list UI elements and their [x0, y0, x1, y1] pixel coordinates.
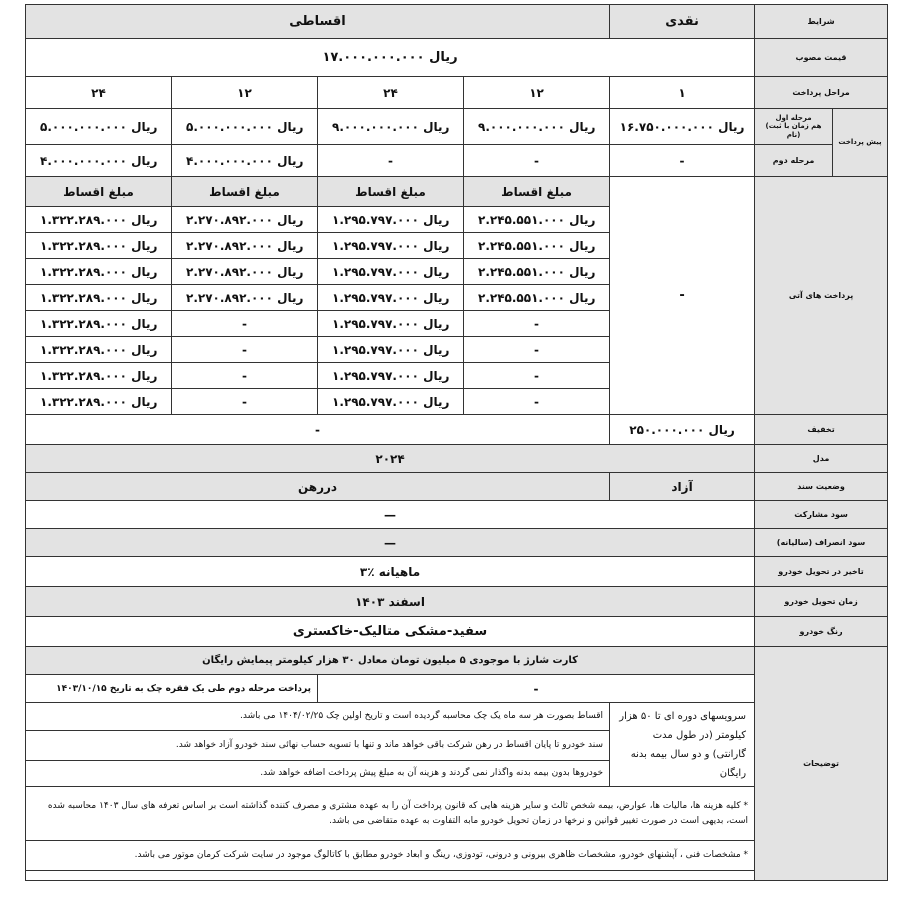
installment-column-header: مبلغ اقساط [464, 177, 610, 207]
discount-cash: ۲۵۰.۰۰۰.۰۰۰ ریال [610, 415, 755, 445]
notes-label: توضیحات [755, 647, 888, 881]
installment-cell: ۱.۳۲۲.۲۸۹.۰۰۰ ریال [26, 389, 172, 415]
cash-header: نقدی [610, 5, 755, 39]
prepay-first-value: ۵.۰۰۰.۰۰۰.۰۰۰ ریال [26, 109, 172, 145]
installment-cell: - [172, 311, 318, 337]
approved-price: ۱۷.۰۰۰.۰۰۰.۰۰۰ ریال [26, 39, 755, 77]
stage-cash: ۱ [610, 77, 755, 109]
penalty-value: — [26, 529, 755, 557]
installment-cell: ۲.۲۴۵.۵۵۱.۰۰۰ ریال [464, 259, 610, 285]
installment-cell: ۲.۲۷۰.۸۹۲.۰۰۰ ریال [172, 207, 318, 233]
prepay-second-value: ۴.۰۰۰.۰۰۰.۰۰۰ ریال [172, 145, 318, 177]
stage-value: ۱۲ [464, 77, 610, 109]
model-label: مدل [755, 445, 888, 473]
installment-cell: ۲.۲۴۵.۵۵۱.۰۰۰ ریال [464, 233, 610, 259]
installment-cell: ۱.۳۲۲.۲۸۹.۰۰۰ ریال [26, 337, 172, 363]
delivery-value: اسفند ۱۴۰۳ [26, 587, 755, 617]
delay-value: ۳٪ ماهیانه [26, 557, 755, 587]
installment-column-header: مبلغ اقساط [172, 177, 318, 207]
installment-cell: ۲.۲۴۵.۵۵۱.۰۰۰ ریال [464, 207, 610, 233]
second-stage-cash: - [318, 675, 755, 703]
specs-note: * مشخصات فنی ، آپشنهای خودرو، مشخصات ظاهری بیرونی و درونی، تودوزی، رینگ و ابعاد خودرو مطابق با کاتالوگ موجود در سایت شرکت کرمان موتور می باشد. [26, 841, 755, 871]
penalty-row [26, 529, 888, 557]
installment-cell: ۱.۲۹۵.۷۹۷.۰۰۰ ریال [318, 233, 464, 259]
first-stage-note: (هم زمان با ثبت نام) [765, 122, 822, 139]
installment-cell: ۱.۲۹۵.۷۹۷.۰۰۰ ریال [318, 389, 464, 415]
prepay-first-value: ۵.۰۰۰.۰۰۰.۰۰۰ ریال [172, 109, 318, 145]
prepay-second-row [26, 145, 888, 177]
prepay-group-label: پیش پرداخت [833, 109, 888, 177]
installment-cell: ۱.۲۹۵.۷۹۷.۰۰۰ ریال [318, 207, 464, 233]
insurance-note: خودروها بدون بیمه بدنه واگذار نمی گردند و هزینه آن به مبلغ پیش پرداخت اضافه خواهد شد. [26, 761, 610, 787]
installment-cell: ۱.۲۹۵.۷۹۷.۰۰۰ ریال [318, 259, 464, 285]
prepay-first-row [26, 109, 888, 145]
model-row [26, 445, 888, 473]
future-cash: - [610, 177, 755, 415]
color-row [26, 617, 888, 647]
service-note: سرویسهای دوره ای تا ۵۰ هزار کیلومتر (در طول مدت گارانتی) و دو سال بیمه بدنه رایگان [610, 703, 755, 787]
stage-value: ۲۴ [318, 77, 464, 109]
installment-cell: ۱.۳۲۲.۲۸۹.۰۰۰ ریال [26, 285, 172, 311]
partnership-value: — [26, 501, 755, 529]
installment-cell: - [172, 389, 318, 415]
stage-value: ۱۲ [172, 77, 318, 109]
installment-cell: ۲.۲۴۵.۵۵۱.۰۰۰ ریال [464, 285, 610, 311]
installment-cell: - [172, 337, 318, 363]
installment-cell: - [464, 389, 610, 415]
stages-label: مراحل پرداخت [755, 77, 888, 109]
installment-cell: ۱.۳۲۲.۲۸۹.۰۰۰ ریال [26, 259, 172, 285]
prepay-second-value: - [318, 145, 464, 177]
installment-column-header: مبلغ اقساط [26, 177, 172, 207]
installment-cell: ۲.۲۷۰.۸۹۲.۰۰۰ ریال [172, 259, 318, 285]
installment-column-header: مبلغ اقساط [318, 177, 464, 207]
prepay-first-cash: ۱۶.۷۵۰.۰۰۰.۰۰۰ ریال [610, 109, 755, 145]
prepay-second-label: مرحله دوم [755, 145, 833, 177]
delivery-row [26, 587, 888, 617]
delay-row [26, 557, 888, 587]
first-stage-text: مرحله اول [775, 113, 812, 122]
discount-row [26, 415, 888, 445]
prepay-first-label [755, 109, 833, 145]
delay-label: تاخیر در تحویل خودرو [755, 557, 888, 587]
installment-cell: ۱.۳۲۲.۲۸۹.۰۰۰ ریال [26, 311, 172, 337]
prepay-second-value: - [464, 145, 610, 177]
second-stage-note: پرداخت مرحله دوم طی یک فقره چک به تاریخ ۱۴۰۳/۱۰/۱۵ [26, 675, 318, 703]
installment-cell: ۱.۲۹۵.۷۹۷.۰۰۰ ریال [318, 285, 464, 311]
installment-cell: ۲.۲۷۰.۸۹۲.۰۰۰ ریال [172, 285, 318, 311]
charge-card-note: کارت شارژ با موجودی ۵ میلیون تومان معادل ۳۰ هزار کیلومتر پیمایش رایگان [26, 647, 755, 675]
installment-cell: - [464, 311, 610, 337]
installment-header-row [26, 177, 888, 207]
prepay-first-value: ۹.۰۰۰.۰۰۰.۰۰۰ ریال [464, 109, 610, 145]
document-installments: دررهن [26, 473, 610, 501]
stage-value: ۲۴ [26, 77, 172, 109]
document-note: سند خودرو تا پایان اقساط در رهن شرکت باقی خواهد ماند و تنها با تسویه حساب نهائی سند خودرو آزاد خواهد شد. [26, 731, 610, 761]
installment-cell: ۱.۳۲۲.۲۸۹.۰۰۰ ریال [26, 207, 172, 233]
document-label: وضعیت سند [755, 473, 888, 501]
installment-cell: - [464, 337, 610, 363]
notes-row [26, 647, 888, 675]
partnership-label: سود مشارکت [755, 501, 888, 529]
installment-cell: ۲.۲۷۰.۸۹۲.۰۰۰ ریال [172, 233, 318, 259]
installment-note: اقساط بصورت هر سه ماه یک چک محاسبه گردیده است و تاریخ اولین چک ۱۴۰۴/۰۲/۲۵ می باشد. [26, 703, 610, 731]
empty-cell [26, 871, 755, 881]
color-value: سفید-مشکی متالیک-خاکستری [26, 617, 755, 647]
conditions-table [25, 4, 888, 881]
installment-cell: ۱.۲۹۵.۷۹۷.۰۰۰ ریال [318, 337, 464, 363]
price-label: قیمت مصوب [755, 39, 888, 77]
document-cash: آزاد [610, 473, 755, 501]
installments-header: اقساطی [26, 5, 610, 39]
installment-cell: - [464, 363, 610, 389]
partnership-row [26, 501, 888, 529]
color-label: رنگ خودرو [755, 617, 888, 647]
document-row [26, 473, 888, 501]
penalty-label: سود انصراف (سالیانه) [755, 529, 888, 557]
installment-cell: ۱.۳۲۲.۲۸۹.۰۰۰ ریال [26, 233, 172, 259]
delivery-label: زمان تحویل خودرو [755, 587, 888, 617]
future-payments-label: پرداخت های آتی [755, 177, 888, 415]
price-row [26, 39, 888, 77]
discount-installments: - [26, 415, 610, 445]
stages-row [26, 77, 888, 109]
prepay-first-value: ۹.۰۰۰.۰۰۰.۰۰۰ ریال [318, 109, 464, 145]
model-value: ۲۰۲۴ [26, 445, 755, 473]
discount-label: تخفیف [755, 415, 888, 445]
header-row [26, 5, 888, 39]
prepay-second-cash: - [610, 145, 755, 177]
installment-cell: ۱.۲۹۵.۷۹۷.۰۰۰ ریال [318, 363, 464, 389]
installment-cell: - [172, 363, 318, 389]
conditions-label: شرایط [755, 5, 888, 39]
installment-cell: ۱.۳۲۲.۲۸۹.۰۰۰ ریال [26, 363, 172, 389]
costs-note: * کلیه هزینه ها، مالیات ها، عوارض، بیمه شخص ثالث و سایر هزینه هایی که قانون پرداخت آن را به عهده مشتری و مصرف کننده گذاشته است بر اساس تعرفه های سال ۱۴۰۳ محاسبه شده است، بدیهی است در صورت تغییر قوانین و نرخها در زمان تحویل خودرو مابه التفاوت به عهده متقاضی می باشد. [26, 787, 755, 841]
installment-cell: ۱.۲۹۵.۷۹۷.۰۰۰ ریال [318, 311, 464, 337]
prepay-second-value: ۴.۰۰۰.۰۰۰.۰۰۰ ریال [26, 145, 172, 177]
